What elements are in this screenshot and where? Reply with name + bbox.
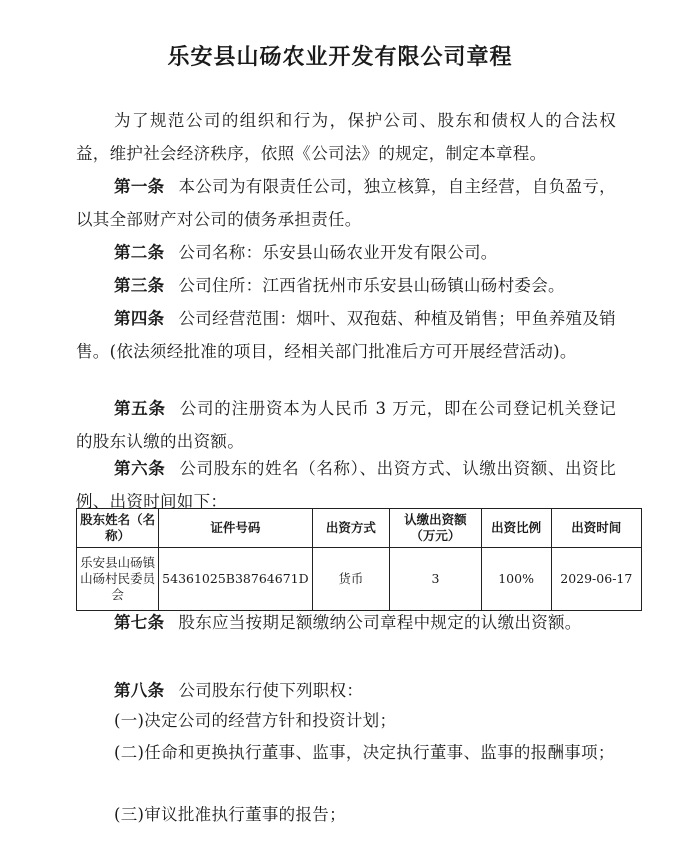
article-label: 第七条 — [114, 613, 165, 632]
article-label: 第五条 — [114, 399, 166, 418]
table-cell: 货币 — [312, 548, 390, 611]
article-text: 本公司为有限责任公司，独立核算，自主经营，自负盈亏，以其全部财产对公司的债务承担责任。 — [76, 177, 616, 229]
table-row — [77, 548, 642, 611]
intro-paragraph: 为了规范公司的组织和行为，保护公司、股东和债权人的合法权益，维护社会经济秩序，依照《公司法》的规定，制定本章程。 — [76, 111, 616, 163]
article-label: 第八条 — [114, 681, 165, 700]
article-text: 公司股东行使下列职权： — [178, 681, 364, 700]
article-8 — [76, 674, 616, 707]
table-cell: 2029-06-17 — [551, 548, 641, 611]
article-text: 公司经营范围：烟叶、双孢菇、种植及销售；甲鱼养殖及销售。(依法须经批准的项目，经相关部门批准后方可开展经营活动)。 — [76, 309, 616, 361]
column-header: 出资方式 — [312, 509, 390, 548]
shareholder-table — [76, 508, 642, 611]
table-cell: 乐安县山砀镇山砀村民委员会 — [77, 548, 159, 611]
article-2 — [76, 236, 616, 269]
column-header: 股东姓名（名称） — [77, 509, 159, 548]
article-label: 第六条 — [114, 459, 166, 478]
article-1 — [76, 170, 616, 236]
table-header-row — [77, 509, 642, 548]
document-title: 乐安县山砀农业开发有限公司章程 — [167, 45, 513, 70]
table-cell: 54361025B38764671D — [159, 548, 312, 611]
article-7 — [76, 606, 616, 639]
article-label: 第四条 — [114, 309, 165, 328]
power-item-3: (三)审议批准执行董事的报告； — [114, 805, 346, 824]
table-cell: 100% — [481, 548, 551, 611]
article-text: 公司的注册资本为人民币 3 万元，即在公司登记机关登记的股东认缴的出资额。 — [76, 399, 616, 451]
table-cell: 3 — [390, 548, 481, 611]
article-text: 股东应当按期足额缴纳公司章程中规定的认缴出资额。 — [178, 613, 582, 632]
article-text: 公司名称：乐安县山砀农业开发有限公司。 — [178, 243, 498, 262]
power-item-2: (二)任命和更换执行董事、监事，决定执行董事、监事的报酬事项； — [114, 743, 615, 762]
column-header: 证件号码 — [159, 509, 312, 548]
article-4 — [76, 302, 616, 368]
power-item-1: (一)决定公司的经营方针和投资计划； — [114, 711, 397, 730]
column-header: 认缴出资额（万元） — [390, 509, 481, 548]
article-5 — [76, 392, 616, 458]
article-label: 第一条 — [114, 177, 165, 196]
article-text: 公司股东的姓名（名称）、出资方式、认缴出资额、出资比例、出资时间如下： — [76, 459, 616, 511]
article-label: 第三条 — [114, 276, 165, 295]
column-header: 出资时间 — [551, 509, 641, 548]
article-text: 公司住所：江西省抚州市乐安县山砀镇山砀村委会。 — [178, 276, 565, 295]
article-3 — [76, 269, 616, 302]
column-header: 出资比例 — [481, 509, 551, 548]
article-label: 第二条 — [114, 243, 165, 262]
